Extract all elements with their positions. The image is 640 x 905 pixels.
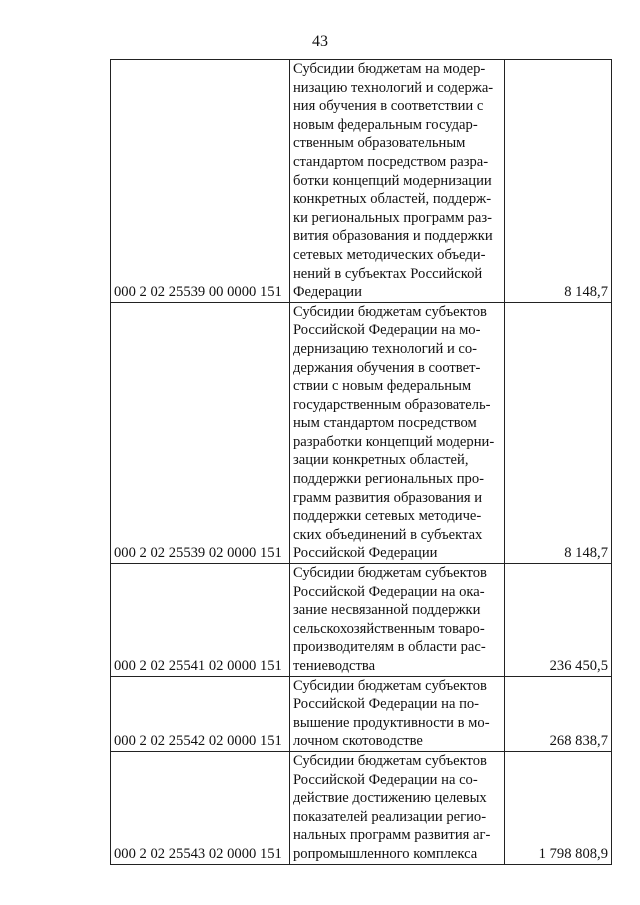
description-line: производителям в области рас- xyxy=(293,639,486,656)
page-number: 43 xyxy=(312,33,328,50)
description-line: сельскохозяйственным товаро- xyxy=(293,620,485,637)
description-line: конкретных областей, поддерж- xyxy=(293,191,492,208)
description-line: ских объединений в субъектах xyxy=(293,526,483,543)
description-line: ственным образовательным xyxy=(293,135,466,152)
amount-cell: 1 798 808,9 xyxy=(505,751,612,864)
description-line: сетевых методических объеди- xyxy=(293,246,486,263)
description-line: ным стандартом посредством xyxy=(293,415,477,432)
budget-code-cell: 000 2 02 25539 00 0000 151 xyxy=(111,60,290,303)
description-line: поддержки сетевых методиче- xyxy=(293,508,482,525)
amount-cell: 8 148,7 xyxy=(505,302,612,563)
table-row xyxy=(111,60,612,303)
amount-cell: 268 838,7 xyxy=(505,676,612,751)
description-line: разработки концепций модерни- xyxy=(293,433,495,450)
description-line: нальных программ развития аг- xyxy=(293,827,491,844)
description-line: Российской Федерации на со- xyxy=(293,771,478,788)
table-row xyxy=(111,676,612,751)
amount-cell: 236 450,5 xyxy=(505,564,612,677)
description-line: Российской Федерации на ока- xyxy=(293,583,485,600)
description-line: Федерации xyxy=(293,284,362,301)
description-line: Российской Федерации xyxy=(293,545,438,562)
description-line: низацию технологий и содержа- xyxy=(293,79,494,96)
table-row xyxy=(111,751,612,864)
description-line: вышение продуктивности в мо- xyxy=(293,714,490,731)
description-line: держания обучения в соответ- xyxy=(293,359,481,376)
budget-code-cell: 000 2 02 25539 02 0000 151 xyxy=(111,302,290,563)
description-line: ботки концепций модернизации xyxy=(293,172,492,189)
description-line: показателей реализации регио- xyxy=(293,808,487,825)
description-line: вития образования и поддержки xyxy=(293,228,493,245)
budget-table-body xyxy=(111,60,612,865)
description-line: дернизацию технологий и со- xyxy=(293,340,478,357)
budget-code-cell: 000 2 02 25541 02 0000 151 xyxy=(111,564,290,677)
description-line: зание несвязанной поддержки xyxy=(293,602,481,619)
description-line: зации конкретных областей, xyxy=(293,452,469,469)
description-cell xyxy=(290,751,505,864)
table-row xyxy=(111,564,612,677)
description-line: нений в субъектах Российской xyxy=(293,265,483,282)
description-line: ропромышленного комплекса xyxy=(293,845,478,862)
table-row xyxy=(111,302,612,563)
description-line: Субсидии бюджетам на модер- xyxy=(293,61,486,77)
description-cell xyxy=(290,302,505,563)
description-line: ния обучения в соответствии с xyxy=(293,98,484,115)
description-line: новым федеральным государ- xyxy=(293,116,478,133)
description-line: государственным образователь- xyxy=(293,396,491,413)
description-line: тениеводства xyxy=(293,658,376,674)
budget-code-cell: 000 2 02 25542 02 0000 151 xyxy=(111,676,290,751)
description-cell xyxy=(290,676,505,751)
description-line: действие достижению целевых xyxy=(293,790,487,807)
description-line: грамм развития образования и xyxy=(293,489,483,506)
description-cell xyxy=(290,564,505,677)
description-cell xyxy=(290,60,505,303)
description-line: поддержки региональных про- xyxy=(293,471,484,488)
amount-cell: 8 148,7 xyxy=(505,60,612,303)
budget-table xyxy=(110,59,612,865)
description-line: стандартом посредством разра- xyxy=(293,153,489,170)
description-line: Российской Федерации на по- xyxy=(293,696,480,713)
description-line: Российской Федерации на мо- xyxy=(293,322,481,339)
description-line: ки региональных программ раз- xyxy=(293,209,493,226)
description-line: Субсидии бюджетам субъектов xyxy=(293,565,487,582)
description-line: Субсидии бюджетам субъектов xyxy=(293,303,487,320)
description-line: Субсидии бюджетам субъектов xyxy=(293,752,487,769)
budget-code-cell: 000 2 02 25543 02 0000 151 xyxy=(111,751,290,864)
description-line: лочном скотоводстве xyxy=(293,733,423,750)
description-line: Субсидии бюджетам субъектов xyxy=(293,677,487,694)
description-line: ствии с новым федеральным xyxy=(293,378,472,395)
